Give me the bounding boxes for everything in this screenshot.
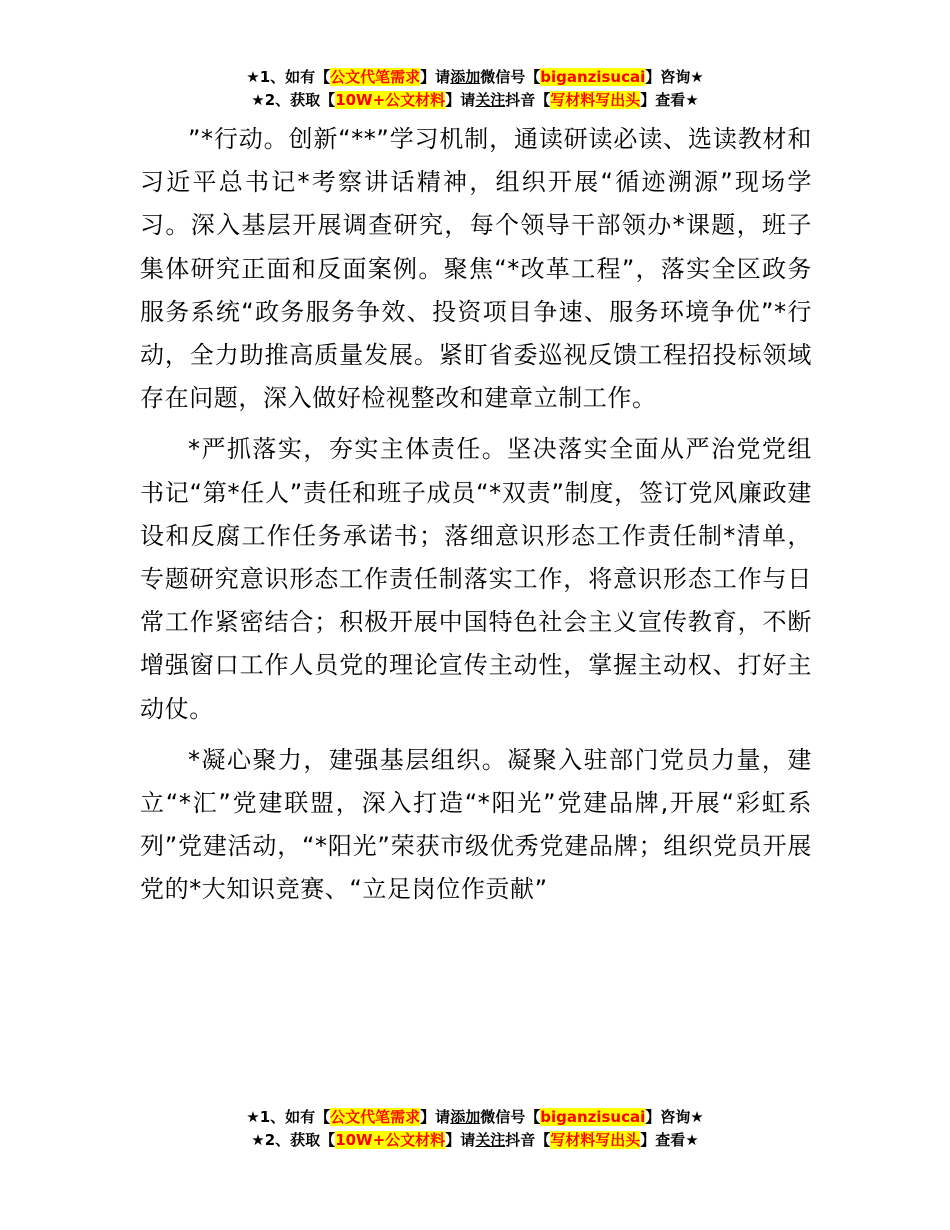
banner-highlight: 公文代笔需求 xyxy=(330,1108,421,1126)
banner-highlight: 10W+公文材料 xyxy=(335,1131,446,1149)
banner-text: 】请 xyxy=(445,91,476,109)
banner-text: ★1、如有【 xyxy=(246,68,331,86)
footer-banner-line-2 xyxy=(0,1129,950,1152)
header-banner-line-1 xyxy=(0,66,950,89)
header-banner-line-2 xyxy=(0,89,950,112)
banner-underlined-text: 关注 xyxy=(475,1131,506,1149)
banner-text: 】咨询★ xyxy=(645,68,704,86)
header-banner xyxy=(0,66,950,112)
banner-text: 】请 xyxy=(420,1108,451,1126)
body-paragraph: *凝心聚力，建强基层组织。凝聚入驻部门党员力量，建立“*汇”党建联盟，深入打造“*阳光”党建品牌,开展“彩虹系列”党建活动，“*阳光”荣获市级优秀党建品牌；组织党员开展党的*大知识竞赛、“立足岗位作贡献” xyxy=(140,745,812,904)
footer-banner xyxy=(0,1106,950,1152)
banner-highlight: biganzisucai xyxy=(540,1108,646,1126)
banner-text: 微信号【 xyxy=(480,1108,541,1126)
banner-text: ★2、获取【 xyxy=(251,91,336,109)
footer-banner-line-1 xyxy=(0,1106,950,1129)
banner-text: 】请 xyxy=(445,1131,476,1149)
banner-highlight: 写材料写出头 xyxy=(550,1131,641,1149)
banner-highlight: 10W+公文材料 xyxy=(335,91,446,109)
banner-text: 】请 xyxy=(420,68,451,86)
banner-text: 】查看★ xyxy=(640,91,699,109)
banner-highlight: 写材料写出头 xyxy=(550,91,641,109)
body-paragraph: ”*行动。创新“**”学习机制，通读研读必读、选读教材和习近平总书记*考察讲话精神，组织开展“循迹溯源”现场学习。深入基层开展调查研究，每个领导干部领办*课题，班子集体研究正面和反面案例。聚焦“*改革工程”，落实全区政务服务系统“政务服务争效、投资项目争速、服务环境争优”*行动，全力助推高质量发展。紧盯省委巡视反馈工程招投标领域存在问题，深入做好检视整改和建章立制工作。 xyxy=(140,125,812,413)
banner-text: ★1、如有【 xyxy=(246,1108,331,1126)
banner-highlight: 公文代笔需求 xyxy=(330,68,421,86)
banner-text: 】查看★ xyxy=(640,1131,699,1149)
body-paragraph: *严抓落实，夯实主体责任。坚决落实全面从严治党党组书记“第*任人”责任和班子成员“*双责”制度，签订党风廉政建设和反腐工作任务承诺书；落细意识形态工作责任制*清单，专题研究意识形态工作责任制落实工作，将意识形态工作与日常工作紧密结合；积极开展中国特色社会主义宣传教育，不断增强窗口工作人员党的理论宣传主动性，掌握主动权、打好主动仗。 xyxy=(140,435,812,723)
banner-underlined-text: 添加 xyxy=(450,1108,481,1126)
banner-underlined-text: 添加 xyxy=(450,68,481,86)
banner-text: 微信号【 xyxy=(480,68,541,86)
document-body xyxy=(140,118,812,912)
banner-underlined-text: 关注 xyxy=(475,91,506,109)
banner-text: 抖音【 xyxy=(505,91,551,109)
banner-text: 】咨询★ xyxy=(645,1108,704,1126)
banner-text: ★2、获取【 xyxy=(251,1131,336,1149)
banner-highlight: biganzisucai xyxy=(540,68,646,86)
banner-text: 抖音【 xyxy=(505,1131,551,1149)
